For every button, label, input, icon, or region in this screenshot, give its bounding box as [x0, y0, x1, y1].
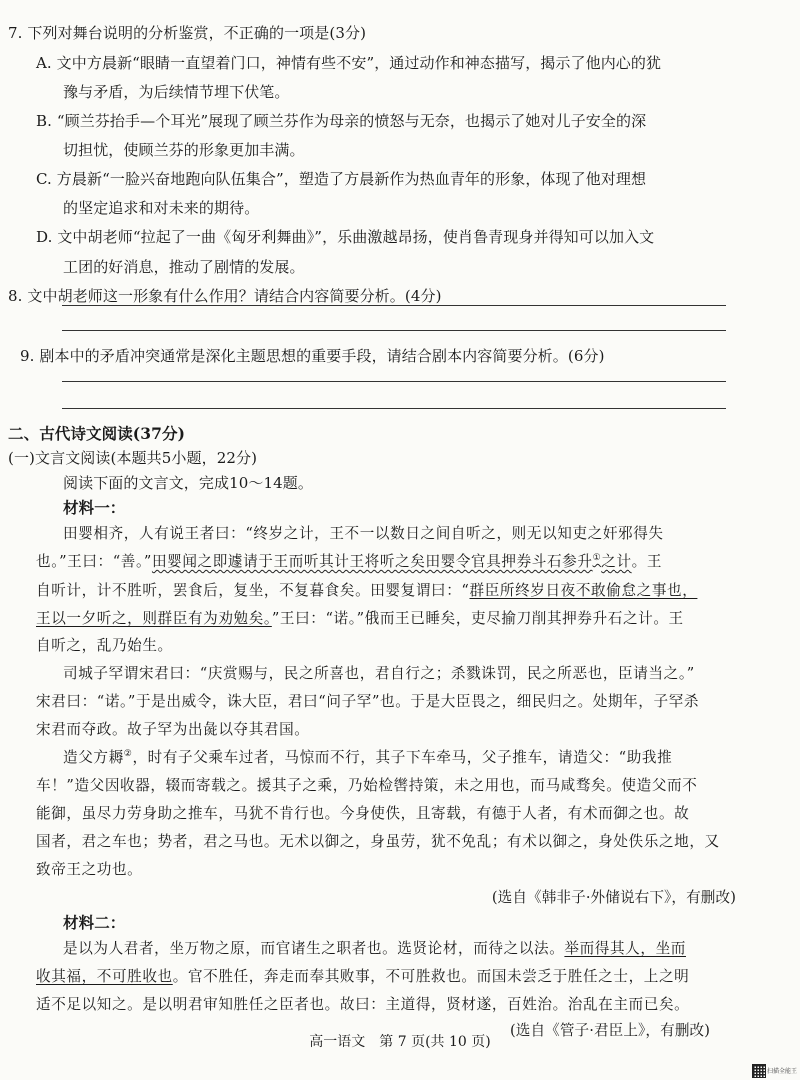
- m1-text: ，时有子父乘车过者，马惊而不行，其子下车牵马，父子推车，请造父：“助我推: [132, 749, 673, 766]
- m1-text: 。王: [631, 553, 663, 570]
- question-7-stem: 7. 下列对舞台说明的分析鉴赏，不正确的一项是(3分): [8, 24, 367, 42]
- m1-line: [36, 550, 662, 571]
- m2-underlined: 举而得其人，坐而: [564, 940, 686, 957]
- option-a-line2: 豫与矛盾，为后续情节埋下伏笔。: [63, 83, 290, 101]
- answer-line[interactable]: [62, 330, 726, 331]
- m1-text: 自听计，计不胜听，罢食后，复坐，不复暮食矣。田婴复谓曰：“: [36, 582, 470, 599]
- m1-line: 宋君曰：“诺。”于是出威令，诛大臣，君曰“问子罕”也。于是大臣畏之，细民归之。处期年，子罕杀: [36, 693, 700, 710]
- m1-line: 车！”造父因收器，辍而寄载之。援其子之乘，乃始检辔持策，未之用也，而马咸骛矣。使造父而不: [36, 777, 698, 794]
- m1-line: 田婴相齐，人有说王者曰：“终岁之计，王不一以数日之间自听之，则无以知吏之奸邪得失: [63, 525, 664, 542]
- option-d-line2: 工团的好消息，推动了剧情的发展。: [63, 258, 305, 276]
- m2-text: 。官不胜任，奔走而奉其败事，不可胜救也。而国未尝乏于胜任之士，上之明: [172, 968, 690, 985]
- m1-wavy-underlined: 之计: [601, 553, 632, 570]
- m1-underlined: 群臣所终岁日夜不敢偷怠之事也，: [469, 582, 698, 599]
- m1-line: 致帝王之功也。: [36, 861, 143, 878]
- material-1-label: 材料一：: [63, 498, 126, 517]
- m1-text: 造父方耨: [63, 749, 124, 766]
- scanner-brand: 扫描全能王: [767, 1068, 798, 1075]
- m1-source: (选自《韩非子·外储说右下》，有删改): [491, 889, 736, 906]
- page-footer: 高一语文 第 7 页(共 10 页): [309, 1034, 491, 1050]
- question-9: 9. 剧本中的矛盾冲突通常是深化主题思想的重要手段，请结合剧本内容简要分析。(6分): [20, 347, 605, 365]
- option-b-line2: 切担忧，使顾兰芬的形象更加丰满。: [63, 141, 305, 159]
- m1-line: [36, 607, 684, 628]
- m1-line: 司城子罕谓宋君曰：“庆赏赐与，民之所喜也，君自行之；杀戮诛罚，民之所恶也，臣请当之。”: [63, 665, 695, 682]
- material-2-label: 材料二：: [63, 913, 126, 932]
- option-d-line1: D. 文中胡老师“拉起了一曲《匈牙利舞曲》”，乐曲激越昂扬，使肖鲁青现身并得知可以加入文: [36, 228, 655, 246]
- m1-underlined: 王以一夕听之，则群臣有为劝勉矣。: [36, 610, 272, 627]
- option-b-line1: B. “顾兰芬抬手—个耳光”展现了顾兰芬作为母亲的愤怒与无奈，也揭示了她对儿子安全的深: [36, 112, 647, 130]
- m2-line: 适不足以知之。是以明君审知胜任之臣者也。故曰：主道得，贤材遂，百姓治。治乱在主而已矣。: [36, 996, 690, 1013]
- m1-text: 也。”王曰：“善。”: [36, 553, 152, 570]
- option-c-line2: 的坚定追求和对未来的期待。: [63, 199, 260, 217]
- section-2-instruction: 阅读下面的文言文，完成10～14题。: [63, 474, 313, 492]
- m1-line: [63, 746, 672, 767]
- question-8: 8. 文中胡老师这一形象有什么作用？请结合内容简要分析。(4分): [8, 287, 442, 305]
- footnote-marker-1: ①: [592, 553, 602, 564]
- answer-line[interactable]: [62, 381, 726, 382]
- m1-wavy-underlined: 田婴闻之即遽请于王而听其计王将听之矣田婴令官具押券斗石参升: [151, 553, 593, 570]
- m1-text: ”王曰：“诺。”俄而王已睡矣，吏尽揄刀削其押券升石之计。王: [271, 610, 684, 627]
- option-a-line1: A. 文中方晨新“眼睛一直望着门口，神情有些不安”，通过动作和神态描写，揭示了他内心的犹: [36, 54, 662, 72]
- m1-line: [36, 579, 697, 600]
- m2-line: [63, 937, 686, 958]
- footnote-marker-2: ②: [123, 749, 133, 760]
- section-2-title: 二、古代诗文阅读(37分): [8, 424, 186, 443]
- m1-line: 国者，君之车也；势者，君之马也。无术以御之，身虽劳，犹不免乱；有术以御之，身处佚乐之地，又: [36, 833, 720, 850]
- m2-text: 是以为人君者，坐万物之原，而官诸生之职者也。选贤论材，而待之以法。: [63, 940, 565, 957]
- section-2-subtitle: (一)文言文阅读(本题共5小题，22分): [8, 449, 258, 467]
- option-c-line1: C. 方晨新“一脸兴奋地跑向队伍集合”，塑造了方晨新作为热血青年的形象，体现了他对理想: [36, 170, 647, 188]
- m2-underlined: 收其福，不可胜收也: [36, 968, 173, 985]
- answer-line[interactable]: [62, 408, 726, 409]
- m2-line: [36, 965, 689, 986]
- m1-line: 能御，虽尽力劳身助之推车，马犹不肯行也。今身使佚，且寄载，有德于人者，有术而御之也。故: [36, 805, 690, 822]
- m2-source: (选自《管子·君臣上》，有删改): [509, 1022, 710, 1039]
- m1-line: 自听之，乱乃始生。: [36, 637, 173, 654]
- m1-line: 宋君而夺政。故子罕为出彘以夺其君国。: [36, 721, 310, 738]
- answer-line[interactable]: [62, 305, 726, 306]
- qr-code-icon: [752, 1064, 766, 1078]
